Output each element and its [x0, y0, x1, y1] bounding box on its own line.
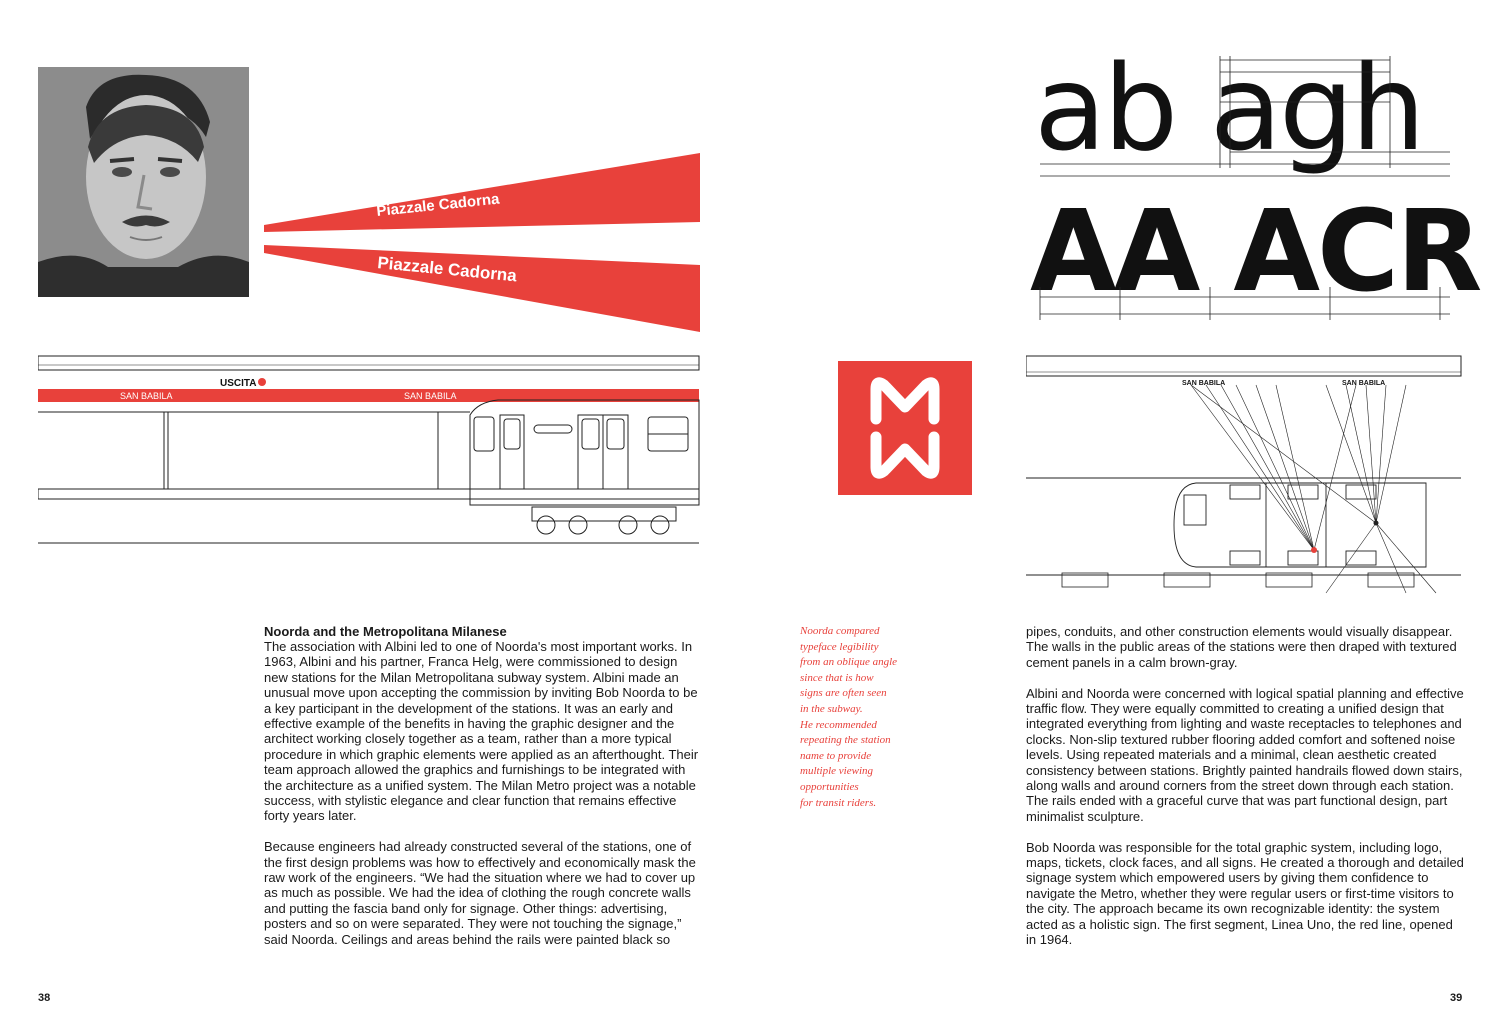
- glyph-measurement-marks: [1030, 52, 1460, 322]
- plan-station-name-left: SAN BABILA: [1182, 380, 1226, 387]
- sign-band-bottom: [264, 245, 700, 332]
- plan-station-name-right: SAN BABILA: [1342, 380, 1386, 387]
- page-number-right: 39: [1450, 992, 1463, 1004]
- glyph-specimen-uppercase: AA ACR: [1030, 187, 1480, 317]
- portrait-illustration: [38, 67, 249, 297]
- station-plan-drawing: [1026, 355, 1462, 595]
- sightline-rays: [1191, 385, 1436, 593]
- metro-logo-icon: [838, 361, 972, 495]
- portrait-photo: [38, 67, 249, 297]
- exit-label: USCITA: [220, 378, 257, 389]
- station-name-left: SAN BABILA: [120, 391, 173, 401]
- metro-logo: [838, 361, 972, 495]
- sidenote: Noorda compared typeface legibility from an oblique angle since that is how signs are often seen in the subway. He recommended repeating the station name to provide multiple viewing opportunities for transit riders.: [800, 625, 898, 809]
- viewer-marker-2: [1374, 521, 1379, 526]
- sign-text-top: Piazzale Cadorna: [375, 190, 501, 220]
- glyph-specimen-lowercase: ab agh: [1034, 39, 1423, 177]
- article-body-left: [264, 639, 704, 963]
- article-heading: Noorda and the Metropolitana Milanese: [264, 624, 507, 639]
- station-sign-perspective: [262, 150, 704, 335]
- article-body-right: [1026, 624, 1466, 963]
- viewer-marker-1: [1311, 547, 1317, 553]
- article-paragraph-5: Bob Noorda was responsible for the total graphic system, including logo, maps, tickets, clock faces, and all signs. He created a thorough and detailed signage system which empowered users by giving them confidence to navigate the Metro, whether they were regular users or first-time visitors to the city. The approach became its own recognizable identity: the system acted as a holistic sign. The first segment, Linea Uno, the red line, opened in 1964.: [1026, 839, 1464, 948]
- article-paragraph-2: Because engineers had already constructed several of the stations, one of the first design problems was how to effectively and economically mask the raw work of the engineers. “We had the situation where we had to cover up as much as possible. We had the idea of clothing the rough concrete walls and putting the fascia band only for signage. Other things: advertising, posters and so on were separated. They were not touching the signage,” said Noorda. Ceilings and areas behind the rails were painted black so: [264, 839, 696, 947]
- exit-arrow-icon: [258, 378, 266, 386]
- train-car-drawing: [470, 400, 699, 534]
- article-paragraph-1: The association with Albini led to one of Noorda's most important works. In 1963, Albini and his partner, Franca Helg, were commissioned to design new stations for the Milan Metropolitana subway system. Albini made an unusual move upon accepting the commission by inviting Bob Noorda to be a key participant in the development of the stations. It was an early and effective example of the benefits in having the graphic designer and the architect working closely together as a team, rather than a more typical procedure in which graphic elements were applied as an afterthought. Their team approach allowed the graphics and furnishings to be integrated with the architecture as a unified system. The Milan Metro project was a notable success, with stylistic elegance and clear function that remains effective forty years later.: [264, 639, 699, 824]
- page-number-left: 38: [38, 992, 51, 1004]
- station-name-right: SAN BABILA: [404, 391, 457, 401]
- station-elevation-drawing: [38, 355, 700, 545]
- sign-text-bottom: Piazzale Cadorna: [376, 253, 518, 286]
- article-paragraph-4: Albini and Noorda were concerned with logical spatial planning and effective traffic flow. They were equally committed to creating a unified design that integrated everything from lighting and waste receptacles to telephones and clocks. Non-slip textured rubber flooring added comfort and softened noise levels. Using repeated materials and a minimal, clean aesthetic created consistency between stations. Brightly painted handrails flowed down stairs, along walls and around corners from the street down through each station. The rails ended with a graceful curve that was part functional design, part minimalist sculpture.: [1026, 685, 1464, 824]
- article-paragraph-3: pipes, conduits, and other construction elements would visually disappear. The walls in the public areas of the stations were then draped with textured cement panels in a calm brown-gray.: [1026, 624, 1457, 670]
